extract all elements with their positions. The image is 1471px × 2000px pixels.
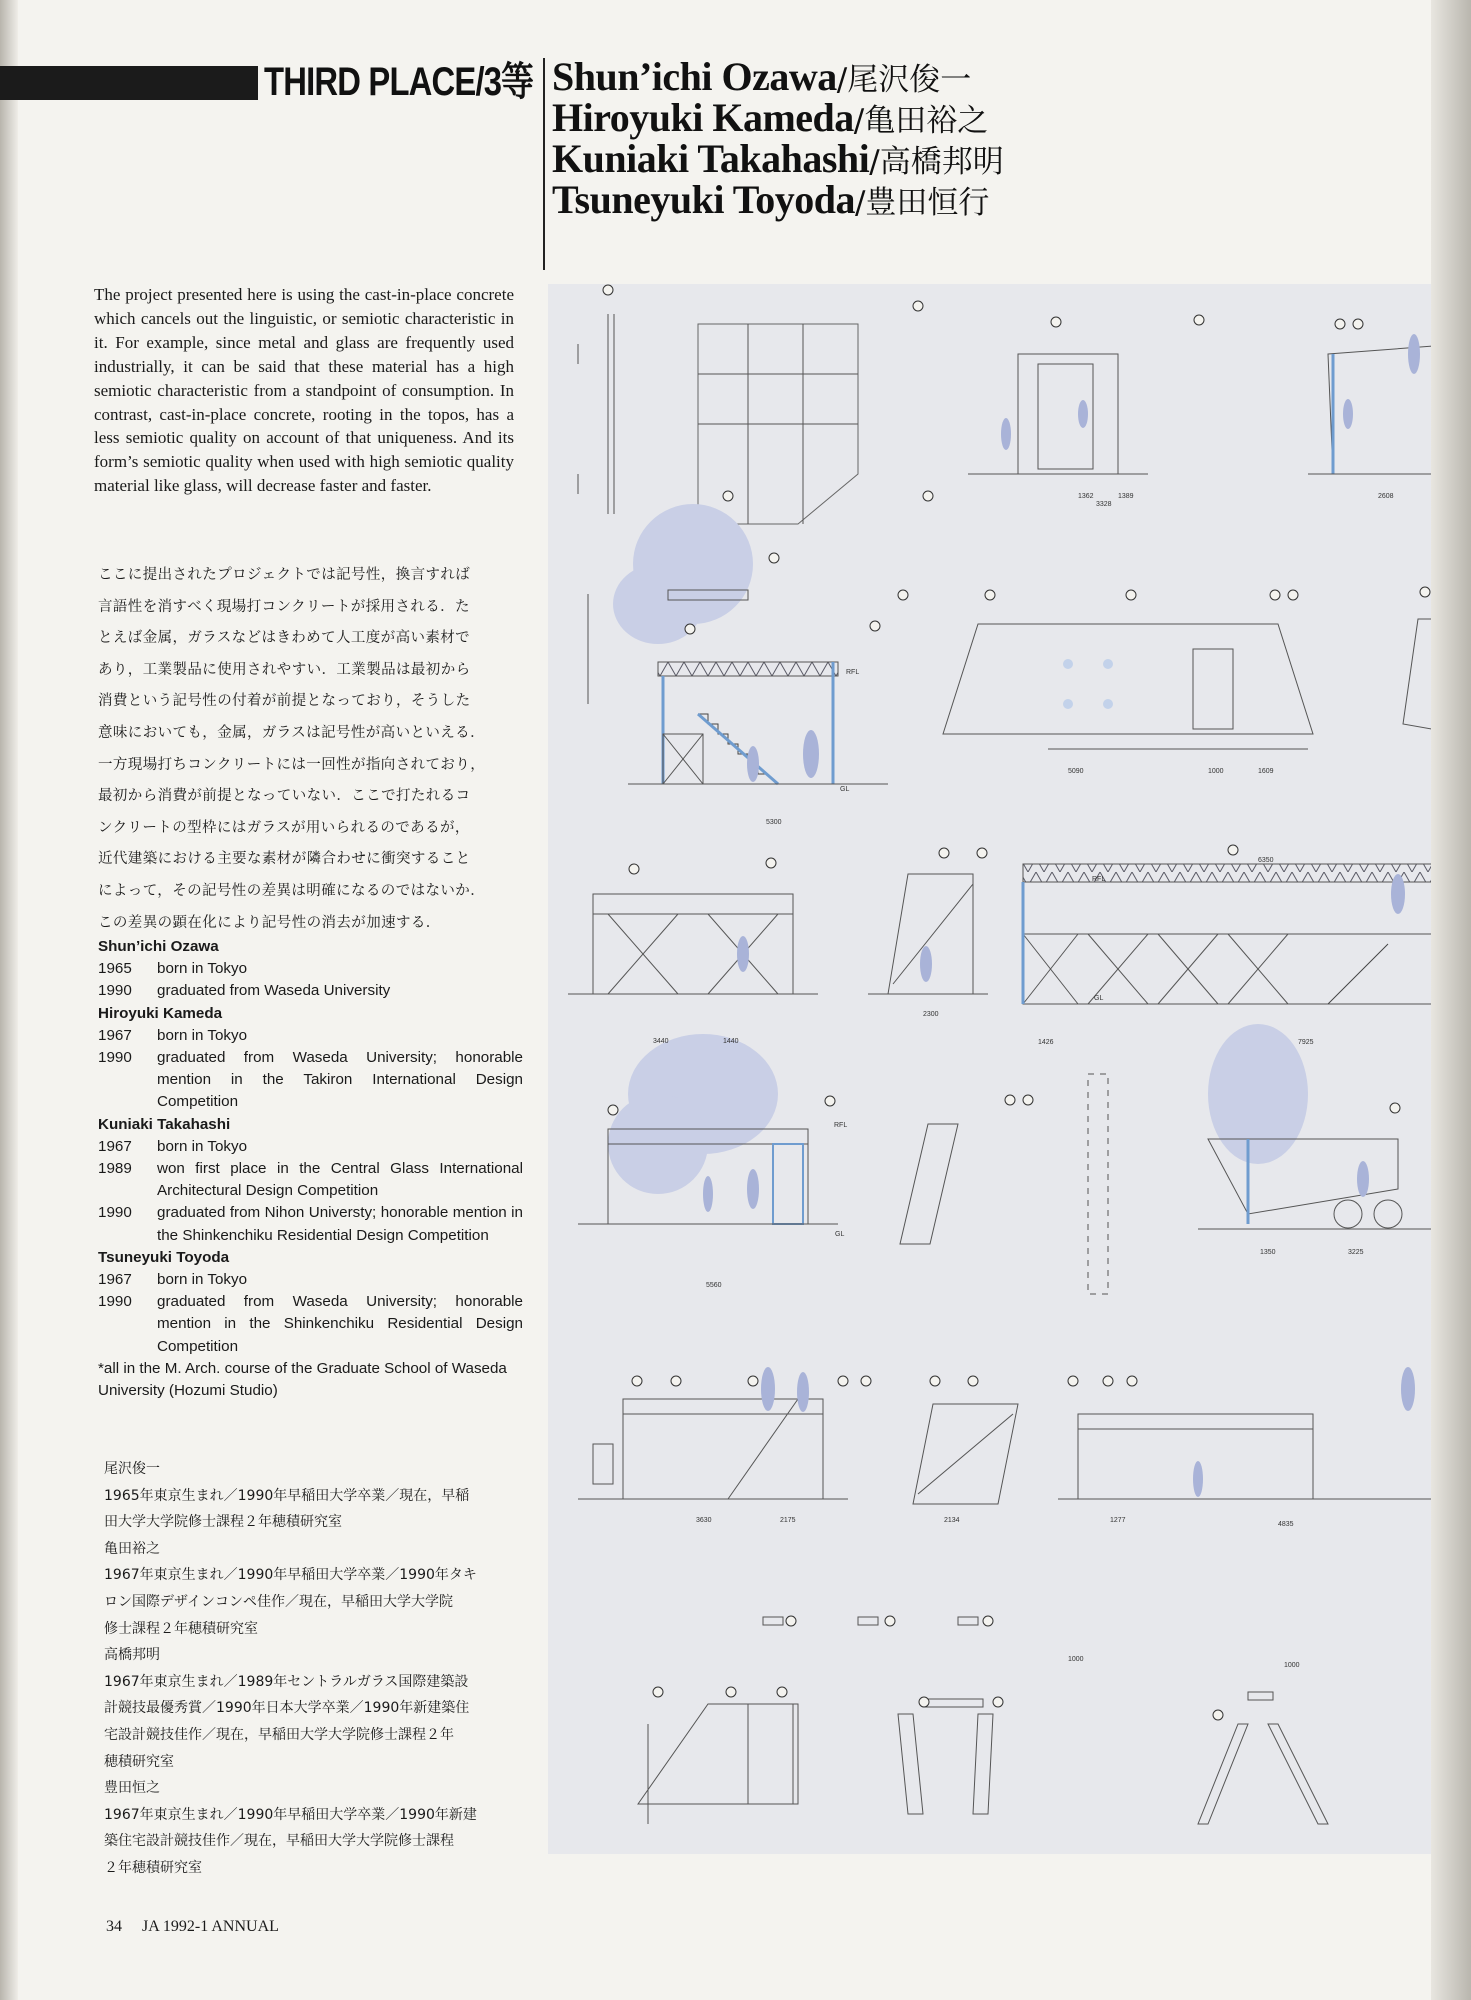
svg-text:2175: 2175 — [780, 1517, 796, 1524]
svg-text:2134: 2134 — [944, 1517, 960, 1524]
biographies-japanese: 尾沢俊一 1965年東京生まれ／1990年早稲田大学卒業／現在，早稲 田大学大学院修士課程２年穂積研究室 亀田裕之 1967年東京生まれ／1990年早稲田大学卒業／1990年タキ ロン国際デザインコンペ佳作／現在，早稲田大学大学院 修士課程２年穂積研究室 高橋邦明 1967年東京生まれ／1989年セントラルガラス国際建築設 計競技最優秀賞／1990年日本大学卒業／1990年新建築住 宅設計競技佳作／現在，早稲田大学大学院修士課程２年 穂積研究室 豊田恒之 1967年東京生まれ／1990年早稲田大学卒業／1990年新建 築住宅設計競技佳作／現在，早稲田大学大学院修士課程 ２年穂積研究室 — [104, 1461, 477, 1876]
architect-name-4: Tsuneyuki Toyoda/豊田恒行 — [552, 177, 990, 222]
svg-text:4835: 4835 — [1278, 1521, 1294, 1528]
svg-text:5090: 5090 — [1068, 768, 1084, 775]
description-english: The project presented here is using the cast-in-place concrete which cancels out the linguistic, or semiotic characteristic in it. For example, since metal and glass are frequently used industrially, it can be said that these material has a high semiotic characteristic from a standpoint of consumption. In contrast, cast-in-place concrete, rooting in the topos, has a less semiotic quality on account of that uniqueness. And its form’s semiotic quality when used with high semiotic quality material like glass, will decrease faster and faster. — [94, 285, 514, 496]
drawing-row-1 — [578, 314, 1460, 524]
drawings-svg — [548, 284, 1460, 1854]
svg-text:1277: 1277 — [1110, 1517, 1126, 1524]
svg-text:GL: GL — [1094, 995, 1104, 1002]
architectural-drawings — [548, 284, 1460, 1854]
svg-text:RFL: RFL — [834, 1122, 848, 1129]
svg-text:GL: GL — [840, 786, 850, 793]
svg-text:1609: 1609 — [1258, 768, 1274, 775]
architect-name-1: Shun’ichi Ozawa/尾沢俊一 — [552, 54, 972, 99]
prize-heading: THIRD PLACE/3等 — [264, 60, 534, 104]
svg-text:5300: 5300 — [766, 819, 782, 826]
svg-text:RFL: RFL — [846, 669, 860, 676]
svg-text:2608: 2608 — [1378, 493, 1394, 500]
svg-text:1350: 1350 — [1260, 1249, 1276, 1256]
bio-note: *all in the M. Arch. course of the Graduate School of Waseda University (Hozumi Studio) — [98, 1359, 507, 1400]
drawing-row-5 — [578, 1367, 1460, 1625]
page-footer — [106, 1918, 279, 1936]
architect-names — [552, 54, 1004, 222]
svg-text:1440: 1440 — [723, 1038, 739, 1045]
svg-text:7925: 7925 — [1298, 1039, 1314, 1046]
page-spine — [0, 0, 18, 2000]
page-number: 34 — [106, 1918, 122, 1935]
svg-text:1362: 1362 — [1078, 493, 1094, 500]
bio-name: Kuniaki Takahashi — [98, 1115, 231, 1133]
svg-text:3630: 3630 — [696, 1517, 712, 1524]
header-divider — [543, 58, 545, 270]
drawing-row-6 — [638, 1692, 1328, 1824]
drawing-row-2 — [588, 504, 1460, 784]
svg-text:1389: 1389 — [1118, 493, 1134, 500]
publication-name: JA 1992-1 ANNUAL — [142, 1918, 279, 1935]
svg-text:3328: 3328 — [1096, 501, 1112, 508]
bio-name: Tsuneyuki Toyoda — [98, 1248, 230, 1266]
page-edge-shadow — [1431, 0, 1471, 2000]
svg-text:3440: 3440 — [653, 1038, 669, 1045]
svg-text:6350: 6350 — [1258, 857, 1274, 864]
bio-name: Shun’ichi Ozawa — [98, 938, 219, 955]
architect-name-3: Kuniaki Takahashi/高橋邦明 — [552, 136, 1004, 181]
svg-text:2300: 2300 — [923, 1011, 939, 1018]
svg-text:5560: 5560 — [706, 1282, 722, 1289]
svg-text:3225: 3225 — [1348, 1249, 1364, 1256]
bio-name: Hiroyuki Kameda — [98, 1004, 223, 1022]
architect-name-2: Hiroyuki Kameda/亀田裕之 — [552, 95, 989, 140]
biographies-english: Shun’ichi Ozawa 1965 born in Tokyo 1990 graduated from Waseda University Hiroyuki Kameda 1967 born in Tokyo 1990 graduated from Waseda University; honorable mention in the Takiron International Design Competition Kuniaki Takahashi 1967 born in Tokyo 1989 won first place in the Central Glass International Architectural Design Competition 1990 graduated from Nihon Universty; honorable mention in the Shinkenchiku Residential Design Competition Tsuneyuki Toyoda 1967 born in Tokyo 1990 graduated from Waseda University; honorable mention in the Shinkenchiku Residential Design Competition *all in the M. Arch. course of the Graduate School of Waseda University (Hozumi Studio) — [98, 936, 523, 1402]
svg-text:1000: 1000 — [1208, 768, 1224, 775]
svg-text:1000: 1000 — [1284, 1662, 1300, 1669]
drawing-row-3 — [568, 864, 1460, 1004]
svg-text:RFL: RFL — [1092, 876, 1106, 883]
description-japanese: ここに提出されたプロジェクトでは記号性，換言すれば 言語性を消すべく現場打コンクリートが採用される．た とえば金属，ガラスなどはきわめて人工度が高い素材で あり，工業製品に使用されやすい．工業製品は最初から 消費という記号性の付着が前提となっており，そうした 意味においても，金属，ガラスは記号性が高いといえる． 一方現場打ちコンクリートには一回性が指向されており， 最初から消費が前提となっていない．ここで打たれるコ ンクリートの型枠にはガラスが用いられるのであるが， 近代建築における主要な素材が隣合わせに衝突すること によって，その記号性の差異は明確になるのではないか． この差異の顕在化により記号性の消去が加速する． — [98, 567, 486, 931]
drawing-row-4 — [578, 1024, 1448, 1294]
svg-text:GL: GL — [835, 1231, 845, 1238]
header-black-bar — [0, 66, 258, 100]
svg-text:1426: 1426 — [1038, 1039, 1054, 1046]
svg-text:1000: 1000 — [1068, 1656, 1084, 1663]
